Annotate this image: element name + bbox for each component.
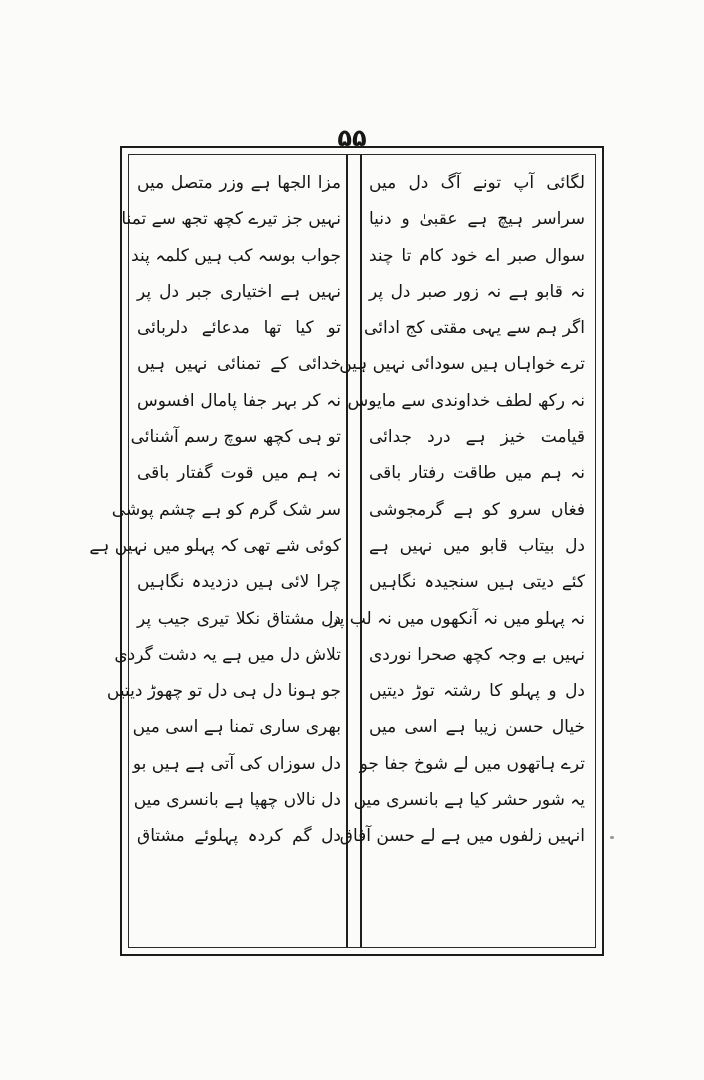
page-frame [89,146,604,956]
verse-line: دل گم کردہ پہلوئے مشتاق [137,826,341,847]
verse-line: کئے دیتی ہیں سنجیدہ نگاہیں [369,572,585,593]
verse-line: انہیں زلفوں میں ہے لے حسن آفاق [339,826,585,847]
verse-line: سوال صبر اے خود کام تا چند [369,245,585,266]
verse-line: ترے خواہاں ہیں سودائی نہیں ہیں [339,354,585,375]
verse-line: دل نالاں چھپا ہے بانسری میں [133,790,341,811]
verse-line: قیامت خیز ہے درد جدائی [369,427,585,448]
verse-line: لگائی آپ تونے آگ دل میں [369,173,585,193]
verse-line: نہ رکھ لطف خداوندی سے مایوس [347,390,585,411]
verse-line: کوئی شے تھی کہ پہلو میں نہیں ہے [89,535,341,556]
verse-line: دل بیتاب قابو میں نہیں ہے [369,535,585,556]
left-column [89,165,341,945]
verse-line: نہیں جز تیرے کچھ تجھ سے تمنا [121,209,341,230]
verse-line: نہیں ہے اختیاری جبر دل پر [137,281,341,302]
page-frame-inner [89,154,596,948]
verse-line: تو ہی کچھ سوچ رسم آشنائی [130,427,341,448]
verse-line: ترے ہاتھوں میں لے شوخ جفا جو [359,753,585,774]
verse-line: نہ ہم میں قوت گفتار باقی [137,463,341,484]
verse-line: مزا الجھا ہے وزر متصل میں [137,173,341,193]
verse-line: جو ہونا دل ہی دل تو چھوڑ دیتیں [106,681,341,702]
verse-line: اگر ہم سے یہی مقتی کج ادائی [364,318,585,339]
verse-line: نہیں بے وجہ کچھ صحرا نوردی [369,644,585,665]
verse-line: یہ شور حشر کیا ہے بانسری میں [353,790,585,811]
verse-line: نہ کر بہر جفا پامال افسوس [137,390,341,411]
verse-line: خیال حسن زیبا ہے اسی میں [369,717,585,738]
right-column [330,165,585,945]
verse-line: سراسر ہیچ ہے عقبیٰ و دنیا [369,209,585,230]
page-number: ۵۵ [337,124,367,152]
verse-line: سر شک گرم کو ہے چشم پوشی [111,499,341,520]
verse-line: فغاں سرو کو ہے گرمجوشی [369,499,585,520]
verse-line: نہ قابو ہے نہ زور صبر دل پر [369,281,585,302]
verse-line: دل و پہلو کا رشتہ توڑ دیتیں [369,681,585,702]
verse-line: خدائی کے تمنائی نہیں ہیں [137,354,341,375]
verse-line: نہ پہلو میں نہ آنکھوں میں نہ لب پر [330,608,585,629]
verse-line: چرا لائی ہیں دزدیدہ نگاہیں [137,572,341,593]
verse-line: بھری ساری تمنا ہے اسی میں [132,717,341,738]
ink-speck [610,836,614,839]
verse-line: جواب بوسہ کب ہیں کلمہ پند [131,245,341,266]
verse-line: دل مشتاق نکلا تیری جیب پر [137,608,341,629]
verse-line: دل سوزاں کی آتی ہے ہیں بو [132,753,341,774]
verse-line: نہ ہم میں طاقت رفتار باقی [369,463,585,484]
verse-line: تلاش دل میں ہے یہ دشت گردی [114,644,341,665]
verse-line: تو کیا تھا مدعائے دلربائی [137,318,341,339]
